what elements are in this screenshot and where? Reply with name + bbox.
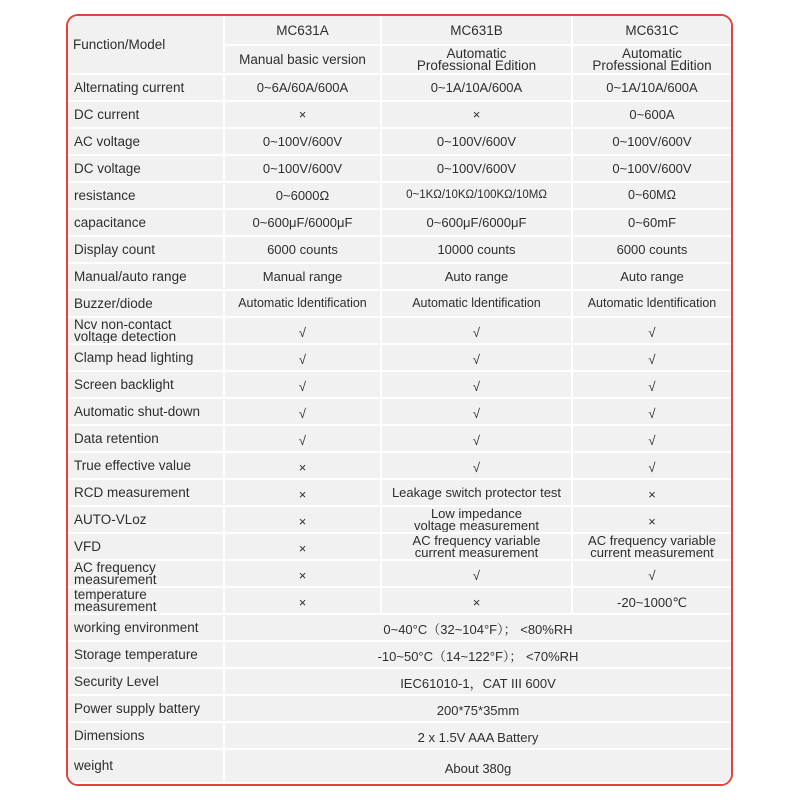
mc631a-value: √ xyxy=(225,345,382,372)
feature-label: Ncv non-contact voltage detection xyxy=(68,318,225,345)
shared-value: 0~40°C（32~104°F）； <80%RH xyxy=(225,615,731,642)
mc631b-value: 0~100V/600V xyxy=(382,156,573,183)
mc631b-value: 0~600μF/6000μF xyxy=(382,210,573,237)
mc631c-value: √ xyxy=(573,345,731,372)
feature-label: temperature measurement xyxy=(68,588,225,615)
shared-value: 200*75*35mm xyxy=(225,696,731,723)
mc631c-value: √ xyxy=(573,426,731,453)
mc631b-value: √ xyxy=(382,372,573,399)
feature-label: VFD xyxy=(68,534,225,561)
mc631a-value: Automatic ldentification xyxy=(225,291,382,318)
feature-label: AUTO-VLoz xyxy=(68,507,225,534)
mc631b-value: Auto range xyxy=(382,264,573,291)
mc631a-value: 6000 counts xyxy=(225,237,382,264)
feature-label: Dimensions xyxy=(68,723,225,750)
mc631a-value: 0~600μF/6000μF xyxy=(225,210,382,237)
mc631c-value: × xyxy=(573,480,731,507)
mc631a-value: × xyxy=(225,453,382,480)
mc631a-value: × xyxy=(225,507,382,534)
mc631c-value: Automatic ldentification xyxy=(573,291,731,318)
mc631a-value: Manual range xyxy=(225,264,382,291)
feature-label: working environment xyxy=(68,615,225,642)
feature-label: Automatic shut-down xyxy=(68,399,225,426)
mc631b-value: √ xyxy=(382,561,573,588)
feature-label: True effective value xyxy=(68,453,225,480)
mc631c-value: 0~1A/10A/600A xyxy=(573,75,731,102)
model-name-mc631b: MC631B xyxy=(382,16,573,46)
mc631c-value: 0~100V/600V xyxy=(573,156,731,183)
mc631b-value: 0~100V/600V xyxy=(382,129,573,156)
mc631a-value: √ xyxy=(225,399,382,426)
mc631b-value: √ xyxy=(382,453,573,480)
mc631a-value: × xyxy=(225,561,382,588)
feature-label: Power supply battery xyxy=(68,696,225,723)
mc631b-value: × xyxy=(382,102,573,129)
mc631c-value: 0~60MΩ xyxy=(573,183,731,210)
mc631c-value: -20~1000℃ xyxy=(573,588,731,615)
mc631c-value: 0~600A xyxy=(573,102,731,129)
mc631b-value: √ xyxy=(382,345,573,372)
feature-label: Security Level xyxy=(68,669,225,696)
mc631a-value: 0~6000Ω xyxy=(225,183,382,210)
mc631c-value: Auto range xyxy=(573,264,731,291)
mc631a-value: √ xyxy=(225,372,382,399)
mc631b-value: Low impedance voltage measurement xyxy=(382,507,573,534)
mc631c-value: √ xyxy=(573,318,731,345)
shared-value: -10~50°C（14~122°F）； <70%RH xyxy=(225,642,731,669)
mc631c-value: √ xyxy=(573,561,731,588)
mc631b-value: × xyxy=(382,588,573,615)
mc631b-value: 0~1A/10A/600A xyxy=(382,75,573,102)
mc631b-value: √ xyxy=(382,399,573,426)
spec-comparison-table xyxy=(66,14,733,786)
mc631a-value: × xyxy=(225,102,382,129)
feature-label: Buzzer/diode xyxy=(68,291,225,318)
mc631c-value: AC frequency variable current measurement xyxy=(573,534,731,561)
mc631a-value: × xyxy=(225,480,382,507)
mc631a-value: × xyxy=(225,588,382,615)
model-edition-mc631c: Automatic Professional Edition xyxy=(573,46,731,75)
mc631a-value: 0~100V/600V xyxy=(225,156,382,183)
mc631b-value: Automatic ldentification xyxy=(382,291,573,318)
mc631b-value: 0~1KΩ/10KΩ/100KΩ/10MΩ xyxy=(382,183,573,210)
model-name-mc631a: MC631A xyxy=(225,16,382,46)
mc631a-value: √ xyxy=(225,318,382,345)
shared-value: IEC61010-1，CAT III 600V xyxy=(225,669,731,696)
mc631c-value: 6000 counts xyxy=(573,237,731,264)
mc631a-value: √ xyxy=(225,426,382,453)
mc631c-value: × xyxy=(573,507,731,534)
mc631b-value: Leakage switch protector test xyxy=(382,480,573,507)
mc631c-value: √ xyxy=(573,372,731,399)
feature-label: Alternating current xyxy=(68,75,225,102)
feature-label: AC voltage xyxy=(68,129,225,156)
feature-label: Screen backlight xyxy=(68,372,225,399)
feature-label: weight xyxy=(68,750,225,784)
shared-value: 2 x 1.5V AAA Battery xyxy=(225,723,731,750)
shared-value: About 380g xyxy=(225,750,731,784)
mc631b-value: √ xyxy=(382,426,573,453)
feature-label: Clamp head lighting xyxy=(68,345,225,372)
mc631c-value: √ xyxy=(573,453,731,480)
feature-label: DC current xyxy=(68,102,225,129)
mc631c-value: 0~60mF xyxy=(573,210,731,237)
model-name-mc631c: MC631C xyxy=(573,16,731,46)
feature-label: capacitance xyxy=(68,210,225,237)
mc631b-value: √ xyxy=(382,318,573,345)
mc631a-value: 0~100V/600V xyxy=(225,129,382,156)
function-model-header: Function/Model xyxy=(68,16,225,75)
mc631b-value: AC frequency variable current measurement xyxy=(382,534,573,561)
feature-label: Data retention xyxy=(68,426,225,453)
feature-label: resistance xyxy=(68,183,225,210)
feature-label: Display count xyxy=(68,237,225,264)
model-edition-mc631b: Automatic Professional Edition xyxy=(382,46,573,75)
mc631c-value: √ xyxy=(573,399,731,426)
mc631a-value: 0~6A/60A/600A xyxy=(225,75,382,102)
mc631c-value: 0~100V/600V xyxy=(573,129,731,156)
feature-label: DC voltage xyxy=(68,156,225,183)
feature-label: AC frequency measurement xyxy=(68,561,225,588)
model-edition-mc631a: Manual basic version xyxy=(225,46,382,75)
feature-label: Manual/auto range xyxy=(68,264,225,291)
mc631a-value: × xyxy=(225,534,382,561)
feature-label: RCD measurement xyxy=(68,480,225,507)
feature-label: Storage temperature xyxy=(68,642,225,669)
mc631b-value: 10000 counts xyxy=(382,237,573,264)
